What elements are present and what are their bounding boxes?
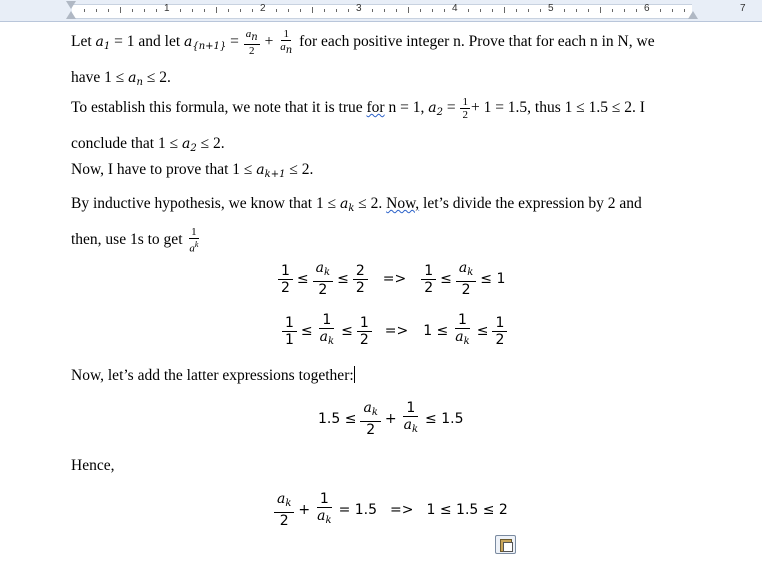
text: ≤ 2. [354,195,387,212]
paragraph-hence [71,450,711,481]
ruler-tick [660,9,661,12]
math-sub: k [348,203,355,214]
paragraph-add [71,360,711,391]
paragraph-problem [71,26,711,98]
text: Let [71,33,92,50]
frac-den: 1 [285,331,294,348]
math-sub: k [463,336,470,347]
ruler-number: 6 [644,3,650,14]
math-sub: k [411,424,419,435]
frac-num: 1 [462,95,468,108]
frac-num: a [315,260,325,276]
le-symbol: ≤ [300,323,313,339]
equation-divide [277,260,508,298]
frac-den: 2 [281,279,290,296]
text: Now, let’s add the latter expressions together: [71,367,354,384]
ruler-tick [300,9,301,12]
math-sub: 1 [103,41,111,52]
ruler-tick [636,9,637,12]
ruler-tick [84,9,85,12]
ruler-tick [408,7,409,13]
ruler-tick [624,9,625,12]
ruler-tick [612,9,613,12]
ruler-tick [540,9,541,12]
ruler-tick [324,9,325,12]
le-symbol: ≤ [341,323,353,339]
text: 1.5 ≤ [318,411,357,427]
frac-num: 1 [282,315,297,332]
ruler-tick [492,9,493,12]
ruler-tick [516,9,517,12]
frac-den: a [403,417,412,433]
frac-num: a [277,491,286,507]
math-sub: k [467,267,474,278]
grammar-flag[interactable]: Now, [386,195,420,212]
math-sub: k [285,498,292,509]
plus-symbol: + [298,502,311,518]
math-var: a [256,162,265,178]
frac-num: a [458,260,468,276]
text: = [442,99,460,116]
ruler-tick [672,9,673,12]
ruler-tick [684,9,685,12]
frac-den: 2 [359,331,369,348]
ruler-tick [336,9,337,12]
frac-num: 1 [283,27,289,40]
ruler-tick [132,9,133,12]
text: ≤ 1.5 [425,411,464,427]
math-var: a [95,34,104,50]
text: conclude that 1 ≤ [71,135,182,152]
text: for each positive integer n. Prove that for each n in N, we [295,33,655,50]
math-sub: k+1 [264,169,286,180]
ruler-tick [288,9,289,12]
ruler-tick [444,9,445,12]
text: + [260,33,278,50]
ruler-tick [504,7,505,13]
ruler-tick [372,9,373,12]
fraction [278,28,294,57]
math-var: a [128,70,137,86]
math-sub: {n+1} [192,41,227,52]
horizontal-ruler[interactable] [0,0,762,22]
equation-result [273,491,511,529]
ruler-tick [120,7,121,13]
paragraph-goal [71,154,711,190]
ruler-tick [312,7,313,13]
frac-den: 2 [366,422,376,438]
math-sub: k [328,336,335,347]
math-sub: k [325,515,332,526]
ruler-tick [420,9,421,12]
math-sub: k [324,267,331,278]
le-symbol: ≤ [476,323,489,339]
text: Hence, [71,457,115,474]
ruler-tick [96,9,97,12]
fraction [244,28,260,57]
ruler-tick [108,9,109,12]
math-sub: n [251,31,258,43]
math-sub: 2 [436,107,443,118]
ruler-tick [480,9,481,12]
le-symbol: ≤ [337,271,349,287]
text: By inductive hypothesis, we know that 1 ≤ [71,195,340,212]
document-page[interactable] [0,22,762,565]
ruler-tick [384,9,385,12]
text: then, use 1s to get [71,231,187,248]
ruler-tick [156,9,157,12]
frac-den: a [319,329,329,345]
text: = 1 and let [110,33,185,50]
fraction [187,226,200,255]
ruler-tick [576,9,577,12]
text: ≤ 2. [196,135,225,152]
ruler-tick [528,9,529,12]
frac-den: 2 [461,282,471,298]
math-sub: n [136,77,143,88]
ruler-tick [252,9,253,12]
frac-num: 1 [319,312,334,329]
ruler-tick [180,9,181,12]
math-var: a [339,196,349,212]
ruler-number: 1 [164,3,170,14]
ruler-tick [216,7,217,13]
frac-den: 2 [355,279,365,296]
ruler-tick [432,9,433,12]
frac-num: a [245,27,252,40]
equation-sum [315,400,466,438]
frac-num: 1 [421,263,436,280]
frac-den: a [189,242,195,255]
text: = 1.5 [338,502,378,518]
frac-num: 1 [492,315,507,332]
grammar-flag[interactable]: for [366,99,385,116]
text: n = 1, [384,99,429,116]
frac-den: 2 [462,108,468,121]
ruler-number: 4 [452,3,458,14]
text-cursor [354,366,355,383]
frac-num: 1 [455,312,470,329]
ruler-number: 5 [548,3,554,14]
text: Now, I have to prove that 1 ≤ [71,161,257,178]
ruler-tick [276,9,277,12]
ruler-tick [348,9,349,12]
equation-reciprocal [281,312,508,350]
ruler-tick [468,9,469,12]
text: ≤ 2. [285,161,314,178]
ruler-number: 2 [260,3,266,14]
ruler-tick [396,9,397,12]
frac-num: 2 [353,263,368,280]
right-indent-marker[interactable] [688,11,698,19]
frac-num: 1 [403,400,418,417]
frac-den: a [455,329,464,345]
text: ≤ 2. [142,69,171,86]
implies-arrow: => [384,323,409,339]
ruler-number: 3 [356,3,362,14]
frac-den: a [280,40,286,53]
fraction [460,96,470,121]
frac-den: a [317,508,326,524]
text: have 1 ≤ [71,69,129,86]
math-var: a [181,136,191,152]
ruler-tick [144,9,145,12]
math-sub: k [371,407,378,418]
le-symbol: ≤ [440,271,452,287]
frac-num: 1 [317,491,332,508]
text: ≤ 1 [480,271,506,287]
ruler-tick [564,9,565,12]
text: 1 ≤ [423,323,449,339]
math-var: a [428,100,437,116]
ruler-tick [204,9,205,12]
text: = [226,33,243,50]
math-sub: 2 [190,143,197,154]
first-line-indent-marker[interactable] [66,1,76,9]
implies-arrow: => [382,271,407,287]
ruler-tick [228,9,229,12]
frac-den: 2 [495,331,505,348]
ruler-tick [240,9,241,12]
paste-options-icon[interactable] [495,535,516,554]
text: + 1 = 1.5, thus 1 ≤ 1.5 ≤ 2. I [470,99,645,116]
le-symbol: ≤ [296,271,309,287]
frac-den: 2 [424,279,434,296]
hanging-indent-marker[interactable] [66,11,76,19]
frac-den: 2 [279,513,289,529]
paper-icon [503,542,513,552]
text: To establish this formula, we note that it is true [71,99,367,116]
math-var: a [184,34,193,50]
ruler-number: 7 [740,3,746,14]
frac-num: 1 [191,226,197,239]
math-sup: k [194,240,199,250]
frac-num: a [363,400,372,416]
ruler-tick [600,7,601,13]
paragraph-hypothesis [71,188,711,255]
math-sub: n [285,44,293,56]
ruler-tick [192,9,193,12]
text: let’s divide the expression by 2 and [419,195,642,212]
ruler-tick [588,9,589,12]
implies-arrow: => [390,502,414,518]
frac-num: 1 [278,263,293,280]
frac-den: 2 [249,44,255,57]
frac-den: 2 [318,282,328,298]
frac-num: 1 [357,315,372,332]
text: 1 ≤ 1.5 ≤ 2 [426,502,508,518]
plus-symbol: + [384,411,397,427]
